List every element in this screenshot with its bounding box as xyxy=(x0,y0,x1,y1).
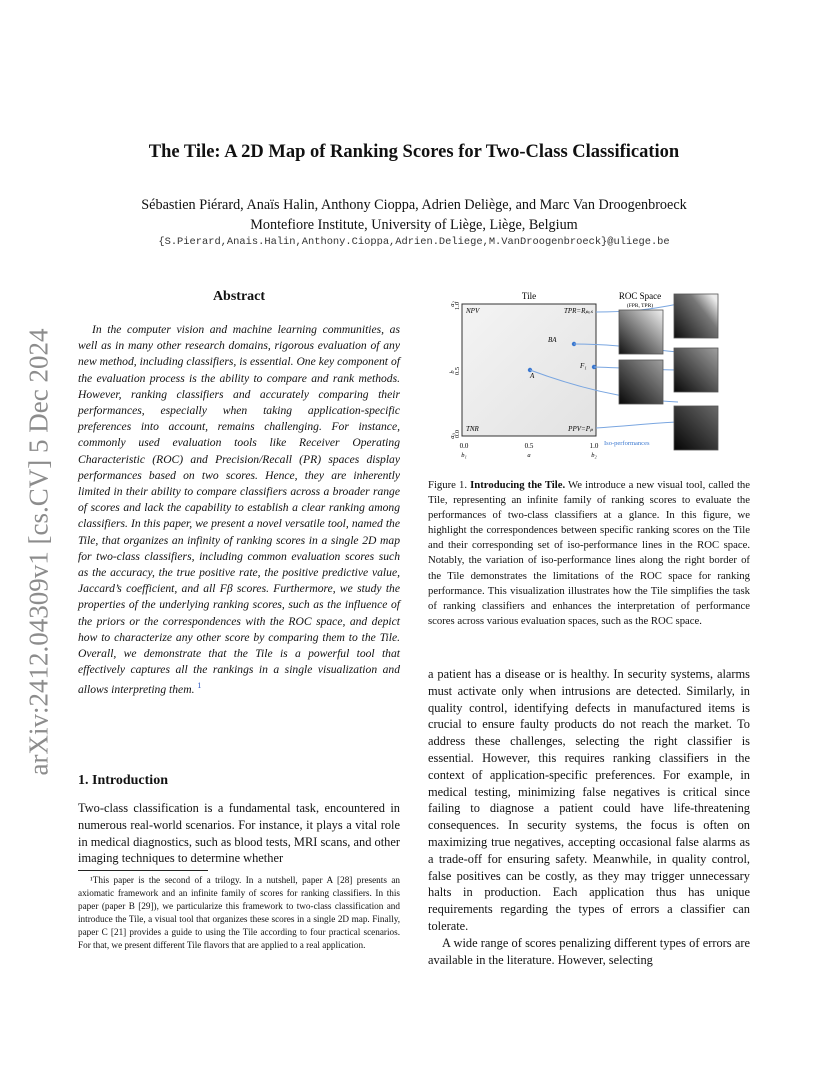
figure-caption xyxy=(428,478,750,629)
y-tick-top: 1.0 xyxy=(454,301,461,311)
body-paragraph: A wide range of scores penalizing different types of errors are available in the literature. However, selecting xyxy=(428,935,750,967)
arxiv-stamp: arXiv:2412.04309v1 [cs.CV] 5 Dec 2024 xyxy=(23,328,54,776)
roc-swatch-3 xyxy=(619,360,663,404)
x-label-left: b₁ xyxy=(461,452,467,459)
roc-sublabel: (FPR, TPR) xyxy=(626,303,654,309)
author-list: Sébastien Piérard, Anaïs Halin, Anthony Cioppa, Adrien Deliège, and Marc Van Droogenbroeck xyxy=(141,197,687,213)
roc-swatch-1 xyxy=(619,310,663,354)
footnote-rule xyxy=(78,870,208,871)
y-tick-bottom: 0.0 xyxy=(454,429,461,439)
abstract-heading: Abstract xyxy=(212,289,266,304)
footnote: ¹This paper is the second of a trilogy. In a nutshell, paper A [28] presents an axiomatic framework and an infinite family of scores for ranking classifiers. In this paper (paper B [29]), we particularize this framework to two-class classification and introduce the Tile, a visual tool that organizes these scores in a single 2D map. Finally, paper C [21] provides a guide to using the Tile according to four practical scenarios. For that, we present different Tile flavors that are applied to a real application. xyxy=(78,875,400,950)
corner-npv: NPV xyxy=(466,307,480,315)
abstract-text: In the computer vision and machine learning communities, as well as in many other research domains, rigorous evaluation of any new method, including classifiers, is essential. One key component of the evaluation process is the ability to compare and rank methods. However, ranking classifiers and accurately comparing their performances, especially when taking application-specific preferences into account, remains challenging. For instance, commonly used evaluation tools like Receiver Operating Characteristic (ROC) and Precision/Recall (PR) spaces display performances based on two scores. Hence, they are inherently limited in their ability to compare classifiers across a broader range of scores and lack the capability to establish a clear ranking among classifiers. In this paper, we present a novel versatile tool, named the Tile, that organizes an infinity of ranking scores in a single 2D map for two-class classifiers, including common evaluation scores such as the accuracy, the true positive rate, the positive predictive value, Jaccard’s coefficient, and all Fβ scores. Furthermore, we study the properties of the underlying ranking scores, such as the influence of the priors or the correspondences with the ROC space, and depict how to characterize any other score by comparing them to the Tile. Overall, we demonstrate that the Tile is a powerful tool that effectively captures all the rankings in a single visualization and allows interpreting them. $^1$ xyxy=(78,323,400,697)
y-label-mid: b xyxy=(449,370,456,374)
label-f1: F₁ xyxy=(580,362,587,370)
author-block xyxy=(80,195,748,235)
tile-label: Tile xyxy=(521,291,537,301)
caption-text: We introduce a new visual tool, called the Tile, representing an infinite family of ranking scores to evaluate the performances of two-class classifiers at a glance. In this figure, we highlight the correspondences between specific ranking scores on the Tile and their corresponding set of iso-performance lines in the ROC space. Notably, the variation of iso-performance lines along the right border of the Tile demonstrates the limitations of the ROC space for ranking performance. This visualization illustrates how the Tile simplifies the task of ranking classifiers and enhances the interpretation of performance scores across various evaluation spaces, such as the ROC space. xyxy=(428,479,751,627)
paper-title: The Tile: A 2D Map of Ranking Scores for Two-Class Classification xyxy=(148,142,680,162)
x-tick-right: 1.0 xyxy=(589,442,599,450)
roc-swatch-2 xyxy=(674,294,718,338)
caption-label: Figure 1. xyxy=(428,479,468,491)
label-a: A xyxy=(530,372,535,380)
roc-swatch-5 xyxy=(674,406,718,450)
label-ba: BA xyxy=(548,336,557,344)
x-tick-left: 0.0 xyxy=(459,442,469,450)
x-label-right: b₂ xyxy=(591,452,597,459)
roc-label: ROC Space xyxy=(618,291,662,301)
affiliation: Montefiore Institute, University of Liège, Liège, Belgium xyxy=(250,217,578,233)
y-label-top: a₂ xyxy=(449,301,456,307)
roc-swatch-4 xyxy=(674,348,718,392)
link-ppv xyxy=(596,422,678,428)
figure-1 xyxy=(428,288,750,466)
intro-text: Two-class classification is a fundamental task, encountered in numerous real-world scenarios. For instance, it plays a vital role in medical diagnostics, such as blood tests, MRI scans, and other imaging techniques to determine whether xyxy=(78,801,400,866)
corner-tpr: TPR=Rₚₒₛ xyxy=(563,307,593,315)
y-label-bottom: a₀ xyxy=(449,433,456,439)
x-label-mid: a xyxy=(527,452,531,459)
corner-tnr: TNR xyxy=(466,425,479,433)
intro-heading: 1. Introduction xyxy=(78,773,168,788)
body-paragraph: a patient has a disease or is healthy. In security systems, alarms must activate only when intrusions are detected. Similarly, in quality control, identifying defects in manufactured items is crucial to ensure faulty products do not reach the market. To address these challenges, selecting the right classifier is essential. However, this requires ranking classifiers in the context of application-specific preferences. For example, in medical testing, minimizing false negatives is critical since failing to diagnose a patient could have life-threatening consequences. In security systems, the focus is often on maximizing true negatives, accepting occasional false alarms as a trade-off for ensuring safety. Meanwhile, in quality control, false positives can be costly, as they may trigger unnecessary halts in production. Each application thus has unique requirements regarding the types of errors a classifier can tolerate. xyxy=(428,667,750,933)
author-emails: {S.Pierard,Anais.Halin,Anthony.Cioppa,Adrien.Deliege,M.VanDroogenbroeck}@uliege.be xyxy=(158,236,670,248)
right-column-body xyxy=(428,666,750,968)
footnote-mark[interactable]: 1 xyxy=(197,681,202,691)
caption-title: Introducing the Tile. xyxy=(470,479,566,491)
y-tick-mid: 0.5 xyxy=(454,366,461,376)
x-tick-mid: 0.5 xyxy=(524,442,534,450)
iso-label: Iso-performances xyxy=(604,440,650,447)
corner-ppv: PPV=Pₚ xyxy=(568,425,593,433)
tile-diagram xyxy=(428,288,750,466)
